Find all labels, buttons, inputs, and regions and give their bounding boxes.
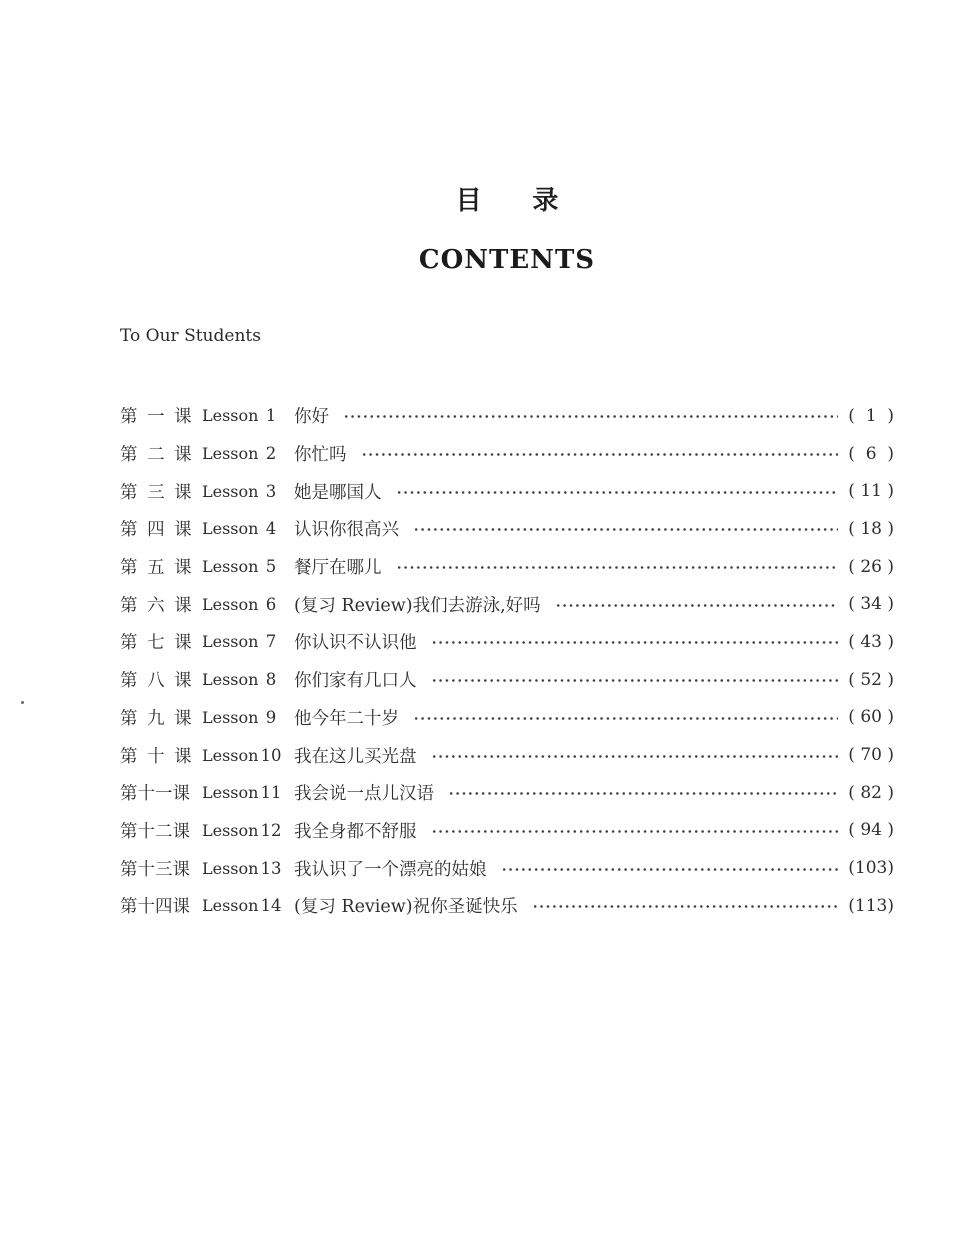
toc-entry <box>120 435 894 473</box>
lesson-number: 1 <box>265 406 277 426</box>
lesson-number: 11 <box>260 783 282 803</box>
lesson-number: 6 <box>265 594 277 614</box>
dot-leader <box>431 678 839 683</box>
lesson-label-zh: 第十一课 <box>120 784 190 805</box>
page-number: ( 43 ) <box>848 631 894 652</box>
lesson-label-en: Lesson <box>202 519 259 539</box>
lesson-title: 我在这儿买光盘 <box>294 746 417 767</box>
dot-leader <box>361 452 839 457</box>
lesson-label-zh: 第十二课 <box>120 821 190 842</box>
page-number: ( 94 ) <box>848 820 894 841</box>
lesson-title: (复习 Review)我们去游泳,好吗 <box>294 595 541 616</box>
lesson-title: 你忙吗 <box>294 445 347 466</box>
lesson-number: 3 <box>265 481 277 501</box>
page-number: ( 1 ) <box>848 405 894 426</box>
page-number: (103) <box>848 858 894 879</box>
lesson-title: 你好 <box>294 407 329 428</box>
lesson-title: 餐厅在哪儿 <box>294 558 382 579</box>
dot-leader <box>532 904 839 909</box>
toc-entry <box>120 548 894 586</box>
lesson-number: 13 <box>260 858 282 878</box>
dot-leader <box>431 754 839 759</box>
page-number: ( 18 ) <box>848 518 894 539</box>
lesson-number: 5 <box>265 557 277 577</box>
toc-entry <box>120 472 894 510</box>
lesson-number: 8 <box>265 670 277 690</box>
lesson-title: 她是哪国人 <box>294 482 382 503</box>
page-number: ( 6 ) <box>848 443 894 464</box>
dot-leader <box>396 565 839 570</box>
toc-entry <box>120 774 894 812</box>
lesson-title: (复习 Review)祝你圣诞快乐 <box>294 897 518 918</box>
lesson-number: 4 <box>265 519 277 539</box>
dot-leader <box>501 867 839 872</box>
lesson-label-en: Lesson <box>202 783 259 803</box>
lesson-title: 你认识不认识他 <box>294 633 417 654</box>
lesson-number: 2 <box>265 444 277 464</box>
dot-leader <box>431 829 839 834</box>
lesson-label-en: Lesson <box>202 444 259 464</box>
toc-entry <box>120 510 894 548</box>
lesson-label-en: Lesson <box>202 820 259 840</box>
lesson-label-en: Lesson <box>202 632 259 652</box>
page-number: ( 82 ) <box>848 782 894 803</box>
page-number: (113) <box>848 895 894 916</box>
lesson-title: 我认识了一个漂亮的姑娘 <box>294 859 487 880</box>
lesson-label-zh: 第 六 课 <box>120 595 192 616</box>
toc-entry <box>120 736 894 774</box>
toc-entry <box>120 623 894 661</box>
lesson-label-zh: 第 十 课 <box>120 746 192 767</box>
page-number: ( 11 ) <box>848 481 894 502</box>
lesson-title: 我会说一点儿汉语 <box>294 784 434 805</box>
scan-artifact-dot <box>21 701 24 704</box>
lesson-label-en: Lesson <box>202 481 259 501</box>
toc-list <box>120 397 894 925</box>
lesson-title: 他今年二十岁 <box>294 708 399 729</box>
lesson-label-zh: 第十三课 <box>120 859 190 880</box>
lesson-label-zh: 第 七 课 <box>120 633 192 654</box>
lesson-label-zh: 第 三 课 <box>120 482 192 503</box>
toc-entry <box>120 661 894 699</box>
lesson-number: 9 <box>265 707 277 727</box>
page-number: ( 60 ) <box>848 707 894 728</box>
toc-entry <box>120 699 894 737</box>
dot-leader <box>431 640 839 645</box>
page-number: ( 34 ) <box>848 594 894 615</box>
lesson-label-zh: 第十四课 <box>120 897 190 918</box>
page-title-zh: 目 录 <box>455 186 559 216</box>
lesson-label-zh: 第 八 课 <box>120 671 192 692</box>
lesson-label-en: Lesson <box>202 858 259 878</box>
lesson-title: 我全身都不舒服 <box>294 821 417 842</box>
toc-entry <box>120 887 894 925</box>
toc-entry <box>120 812 894 850</box>
lesson-label-en: Lesson <box>202 406 259 426</box>
page-title-en: CONTENTS <box>418 245 596 275</box>
page-number: ( 26 ) <box>848 556 894 577</box>
lesson-number: 14 <box>260 896 282 916</box>
page-number: ( 70 ) <box>848 745 894 766</box>
lesson-number: 7 <box>265 632 277 652</box>
lesson-label-en: Lesson <box>202 670 259 690</box>
lesson-label-en: Lesson <box>202 594 259 614</box>
dot-leader <box>555 603 839 608</box>
lesson-label-en: Lesson <box>202 745 259 765</box>
lesson-title: 认识你很高兴 <box>294 520 399 541</box>
to-our-students-label: To Our Students <box>120 326 261 346</box>
dot-leader <box>413 716 838 721</box>
toc-entry <box>120 849 894 887</box>
lesson-label-en: Lesson <box>202 557 259 577</box>
lesson-number: 10 <box>260 745 282 765</box>
dot-leader <box>448 791 838 796</box>
page-number: ( 52 ) <box>848 669 894 690</box>
lesson-label-zh: 第 二 课 <box>120 445 192 466</box>
dot-leader <box>396 490 839 495</box>
lesson-label-en: Lesson <box>202 707 259 727</box>
lesson-label-zh: 第 四 课 <box>120 520 192 541</box>
toc-entry <box>120 585 894 623</box>
lesson-label-zh: 第 五 课 <box>120 558 192 579</box>
lesson-label-zh: 第 九 课 <box>120 708 192 729</box>
toc-entry <box>120 397 894 435</box>
lesson-number: 12 <box>260 820 282 840</box>
dot-leader <box>413 527 838 532</box>
dot-leader <box>343 414 838 419</box>
lesson-label-zh: 第 一 课 <box>120 407 192 428</box>
lesson-label-en: Lesson <box>202 896 259 916</box>
lesson-title: 你们家有几口人 <box>294 671 417 692</box>
